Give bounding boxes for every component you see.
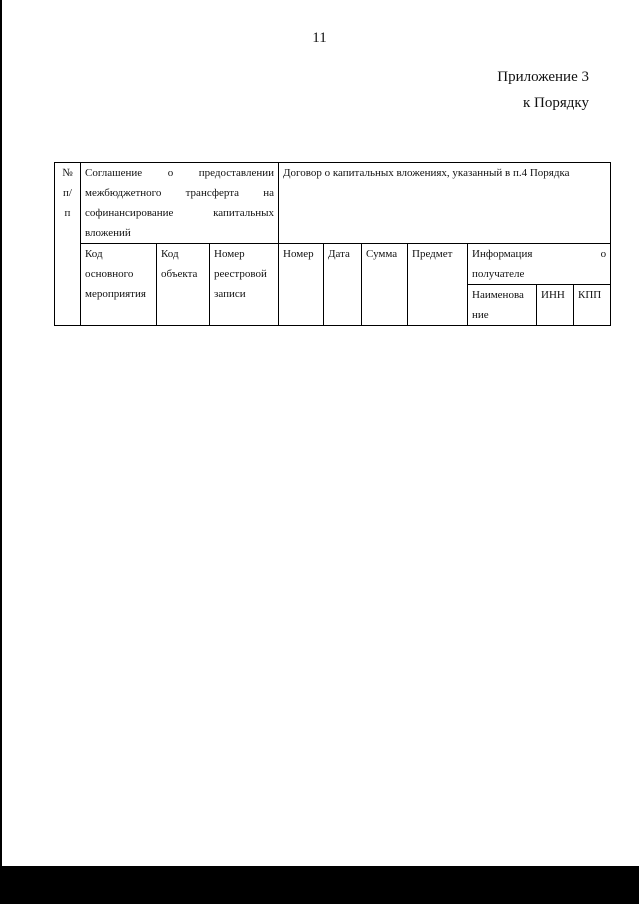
agreement-header-line: Соглашение о предоставлении bbox=[85, 167, 274, 179]
appendix-header bbox=[497, 64, 589, 116]
recipient-kpp-header: КПП bbox=[574, 285, 611, 326]
row-number-header bbox=[55, 163, 81, 326]
recipient-inn-header: ИНН bbox=[537, 285, 574, 326]
registry-number-line: Номер bbox=[214, 248, 245, 260]
object-code-header bbox=[157, 244, 210, 326]
object-code-line: объекта bbox=[161, 268, 198, 280]
scan-left-edge bbox=[0, 0, 2, 866]
main-event-code-line: Код bbox=[85, 248, 103, 260]
agreement-header-line: вложений bbox=[85, 227, 131, 239]
agreement-header-line: софинансирование капитальных bbox=[85, 207, 274, 219]
main-event-code-header bbox=[81, 244, 157, 326]
main-event-code-line: мероприятия bbox=[85, 288, 146, 300]
agreement-header bbox=[81, 163, 279, 244]
contract-date-header: Дата bbox=[324, 244, 362, 326]
recipient-name-header bbox=[468, 285, 537, 326]
registry-number-header bbox=[210, 244, 279, 326]
row-number-header-line: п/ bbox=[63, 187, 72, 199]
capital-investment-table bbox=[54, 162, 611, 326]
appendix-title: Приложение 3 bbox=[497, 69, 589, 85]
recipient-info-header bbox=[468, 244, 611, 285]
appendix-reference: к Порядку bbox=[523, 95, 589, 111]
agreement-header-line: межбюджетного трансферта на bbox=[85, 187, 274, 199]
main-event-code-line: основного bbox=[85, 268, 134, 280]
contract-sum-header: Сумма bbox=[362, 244, 408, 326]
registry-number-line: записи bbox=[214, 288, 246, 300]
contract-number-header: Номер bbox=[279, 244, 324, 326]
contract-subject-header: Предмет bbox=[408, 244, 468, 326]
registry-number-line: реестровой bbox=[214, 268, 267, 280]
row-number-header-line: № bbox=[62, 167, 73, 179]
recipient-info-line: Информация о bbox=[472, 248, 607, 260]
contract-header bbox=[279, 163, 611, 244]
object-code-line: Код bbox=[161, 248, 179, 260]
recipient-name-line: Наименова bbox=[472, 289, 524, 301]
scan-bottom-edge bbox=[0, 866, 639, 904]
contract-header-text: Договор о капитальных вложениях, указанный в п.4 Порядка bbox=[283, 167, 570, 179]
page-number: 11 bbox=[312, 30, 327, 46]
row-number-header-line: п bbox=[64, 207, 71, 219]
recipient-name-line: ние bbox=[472, 309, 489, 321]
recipient-info-line: получателе bbox=[472, 268, 525, 280]
